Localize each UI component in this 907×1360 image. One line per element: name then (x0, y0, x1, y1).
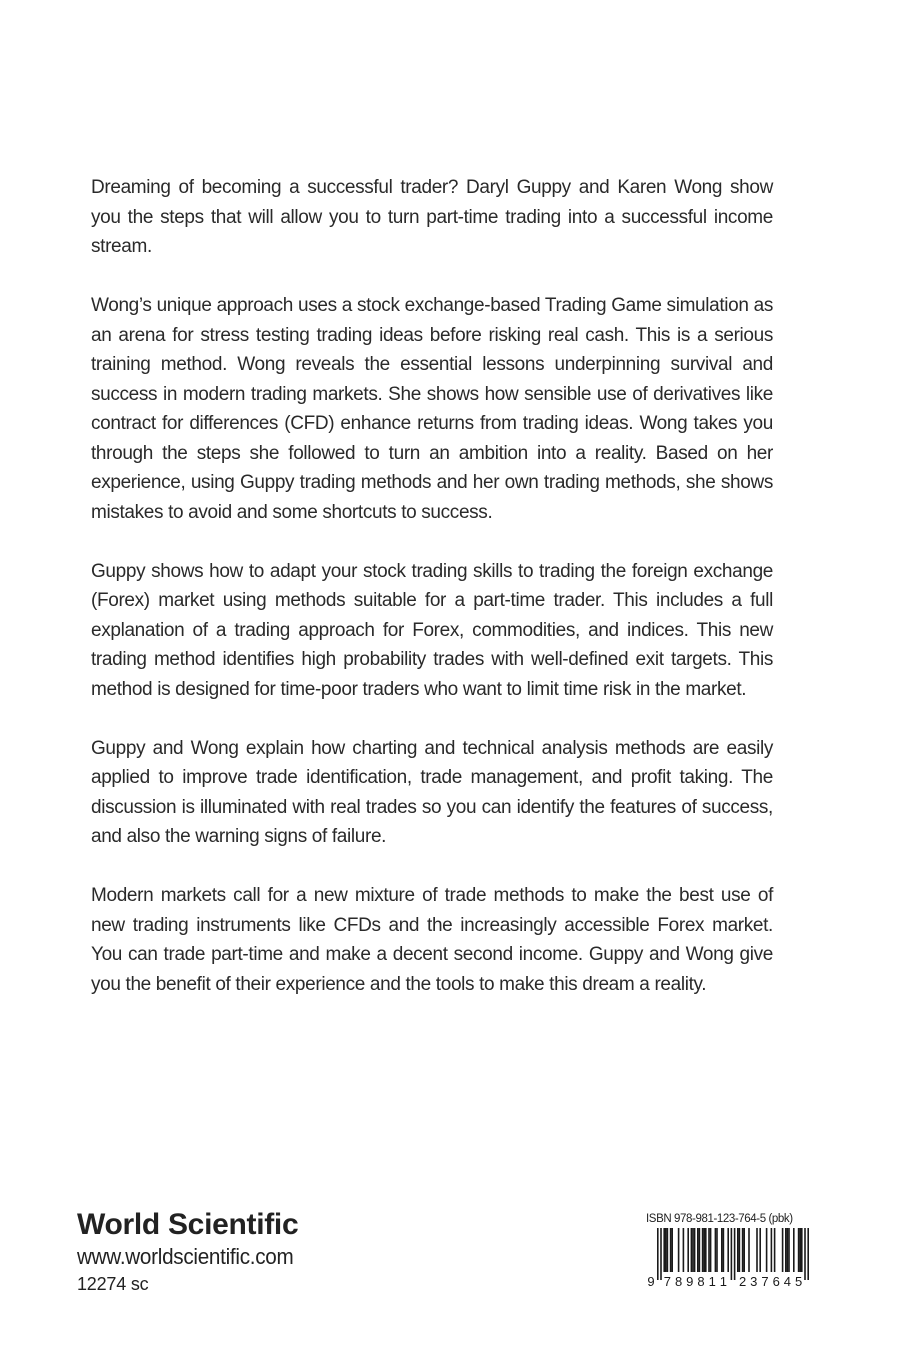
barcode-bar (727, 1228, 729, 1272)
blurb-paragraph-2: Wong’s unique approach uses a stock exchange-based Trading Game simulation as an arena for stress testing trading ideas before risking real cash. This is a serious training method. Wong reveals the essential lessons underpinning survival and success in modern trading markets. She shows how sensible use of derivatives like contract for differences (CFD) enhance returns from trading ideas. Wong takes you through the steps she followed to turn an ambition into a reality. Based on her experience, using Guppy trading methods and her own trading methods, she shows mistakes to avoid and some shortcuts to success. (91, 295, 773, 523)
barcode-bar (665, 1228, 667, 1272)
barcode-bar (787, 1228, 789, 1272)
barcode-bar (793, 1228, 795, 1272)
barcode-digit: 1 (708, 1274, 716, 1288)
barcode-bar (697, 1228, 699, 1272)
barcode-bar (774, 1228, 776, 1272)
barcode-digit: 6 (772, 1274, 780, 1288)
barcode-digit: 7 (663, 1274, 672, 1288)
barcode-bar (804, 1228, 806, 1280)
barcode-bar (670, 1228, 672, 1272)
barcode-digit: 1 (719, 1274, 728, 1288)
barcode-bar (716, 1228, 718, 1272)
barcode-bar (663, 1228, 665, 1272)
barcode-digit: 8 (697, 1274, 705, 1288)
barcode-digit: 5 (794, 1274, 803, 1288)
barcode-bar (799, 1228, 801, 1272)
barcode-bar (807, 1228, 809, 1280)
barcode-bar (694, 1228, 696, 1272)
barcode-digit: 9 (686, 1274, 694, 1288)
barcode-bar (683, 1228, 685, 1272)
publisher-name: World Scientific (77, 1208, 299, 1241)
blurb (91, 173, 773, 999)
barcode-bar (687, 1228, 689, 1272)
isbn-label: ISBN 978-981-123-764-5 (pbk) (646, 1213, 793, 1225)
barcode-bar (703, 1228, 705, 1272)
barcode-bar (748, 1228, 750, 1272)
barcode-bar (692, 1228, 694, 1272)
barcode-bar (708, 1228, 710, 1272)
barcode-digit: 7 (761, 1274, 769, 1288)
barcode-digit: 3 (750, 1274, 758, 1288)
barcode-bar (756, 1228, 758, 1272)
barcode-bar (737, 1228, 739, 1272)
barcode-digit: 8 (674, 1274, 683, 1288)
publisher-block (77, 1207, 307, 1297)
barcode-bar (671, 1228, 673, 1272)
barcode-bar (771, 1228, 773, 1272)
barcode-bar (801, 1228, 803, 1272)
barcode-bar (660, 1228, 662, 1280)
barcode-bar (731, 1228, 733, 1280)
barcode-bar (798, 1228, 800, 1272)
barcode-bar (785, 1228, 787, 1272)
barcode-bar (788, 1228, 790, 1272)
barcode-bar (702, 1228, 704, 1272)
barcode-bar (657, 1228, 659, 1280)
barcode-bar (715, 1228, 717, 1272)
barcode-block (646, 1212, 810, 1288)
barcode-digit: 2 (738, 1274, 747, 1288)
barcode-bar (782, 1228, 784, 1272)
barcode-bar (759, 1228, 761, 1272)
barcode-bar (710, 1228, 712, 1272)
publisher-code: 12274 sc (77, 1274, 149, 1294)
barcode-bar (667, 1228, 669, 1272)
barcode-bar (734, 1228, 736, 1280)
blurb-paragraph-3: Guppy shows how to adapt your stock trading skills to trading the foreign exchange (Forex) market using methods suitable for a part-time trader. This includes a full explanation of a trading approach for Forex, commodities, and indices. This new trading method identifies high probability trades with well-defined exit targets. This method is designed for time-poor traders who want to limit time risk in the market. (91, 560, 773, 700)
barcode-bar (721, 1228, 723, 1272)
barcode-bar (742, 1228, 744, 1272)
barcode-bar (723, 1228, 725, 1272)
barcode-digit: 9 (647, 1274, 655, 1288)
blurb-paragraph-4: Guppy and Wong explain how charting and technical analysis methods are easily applied to improve trade identification, trade management, and profit taking. The discussion is illuminated with real trades so you can identify the features of success, and also the warning signs of failure. (91, 737, 773, 847)
barcode-digit: 4 (783, 1274, 792, 1288)
publisher-url: www.worldscientific.com (77, 1244, 294, 1269)
barcode-bar (691, 1228, 693, 1272)
barcode-bar (705, 1228, 707, 1272)
barcode-bar (699, 1228, 701, 1272)
barcode-bar (678, 1228, 680, 1272)
blurb-paragraph-1: Dreaming of becoming a successful trader? Daryl Guppy and Karen Wong show you the steps that will allow you to turn part-time trading into a successful income stream. (91, 177, 773, 257)
barcode-icon (646, 1228, 810, 1288)
barcode-bar (739, 1228, 741, 1272)
blurb-paragraph-5: Modern markets call for a new mixture of trade methods to make the best use of new trading instruments like CFDs and the increasingly accessible Forex market. You can trade part-time and make a decent second income. Guppy and Wong give you the benefit of their experience and the tools to make this dream a reality. (91, 885, 773, 995)
barcode-bar (766, 1228, 768, 1272)
barcode-bar (743, 1228, 745, 1272)
